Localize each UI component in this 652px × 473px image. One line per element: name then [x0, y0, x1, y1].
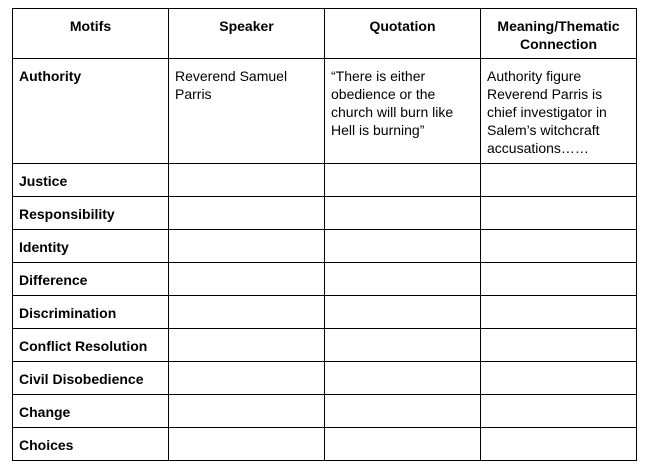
table-row	[13, 230, 637, 263]
motif-cell: Authority	[13, 59, 169, 164]
motif-cell: Difference	[13, 263, 169, 296]
header-motifs-label: Motifs	[69, 18, 112, 34]
motif-cell: Identity	[13, 230, 169, 263]
table-row	[13, 362, 637, 395]
quotation-cell[interactable]	[325, 329, 481, 362]
quotation-cell[interactable]	[325, 362, 481, 395]
meaning-cell[interactable]	[481, 428, 637, 461]
table-row	[13, 428, 637, 461]
table-row	[13, 263, 637, 296]
quotation-cell[interactable]	[325, 428, 481, 461]
speaker-cell[interactable]	[169, 230, 325, 263]
motif-cell: Civil Disobedience	[13, 362, 169, 395]
quotation-cell[interactable]	[325, 197, 481, 230]
speaker-cell[interactable]	[169, 197, 325, 230]
motif-cell: Justice	[13, 164, 169, 197]
speaker-cell[interactable]	[169, 263, 325, 296]
meaning-cell[interactable]	[481, 329, 637, 362]
meaning-cell[interactable]: Authority figure Reverend Parris is chief investigator in Salem’s witchcraft accusations……	[481, 59, 637, 164]
meaning-cell[interactable]	[481, 230, 637, 263]
meaning-cell[interactable]	[481, 263, 637, 296]
meaning-cell[interactable]	[481, 362, 637, 395]
motif-cell: Choices	[13, 428, 169, 461]
motifs-table	[12, 8, 637, 461]
speaker-cell[interactable]	[169, 362, 325, 395]
quotation-cell[interactable]	[325, 296, 481, 329]
header-speaker-label: Speaker	[219, 18, 274, 34]
table-row	[13, 164, 637, 197]
meaning-cell[interactable]	[481, 296, 637, 329]
quotation-cell[interactable]	[325, 164, 481, 197]
table-row	[13, 59, 637, 164]
quotation-cell[interactable]	[325, 263, 481, 296]
meaning-cell[interactable]	[481, 197, 637, 230]
header-meaning-label: Meaning/Thematic Connection	[497, 18, 620, 52]
speaker-cell[interactable]	[169, 296, 325, 329]
table-row	[13, 329, 637, 362]
header-quotation-label: Quotation	[369, 18, 436, 34]
meaning-cell[interactable]	[481, 164, 637, 197]
motif-cell: Discrimination	[13, 296, 169, 329]
table-row	[13, 296, 637, 329]
table-row	[13, 395, 637, 428]
header-speaker	[169, 9, 325, 59]
speaker-cell[interactable]	[169, 164, 325, 197]
motif-cell: Responsibility	[13, 197, 169, 230]
table-header-row	[13, 9, 637, 59]
speaker-cell[interactable]: Reverend Samuel Parris	[169, 59, 325, 164]
header-meaning	[481, 9, 637, 59]
quotation-cell[interactable]	[325, 395, 481, 428]
header-motifs	[13, 9, 169, 59]
meaning-cell[interactable]	[481, 395, 637, 428]
table-row	[13, 197, 637, 230]
quotation-cell[interactable]: “There is either obedience or the church will burn like Hell is burning”	[325, 59, 481, 164]
speaker-cell[interactable]	[169, 428, 325, 461]
speaker-cell[interactable]	[169, 395, 325, 428]
quotation-cell[interactable]	[325, 230, 481, 263]
speaker-cell[interactable]	[169, 329, 325, 362]
motif-cell: Conflict Resolution	[13, 329, 169, 362]
motif-cell: Change	[13, 395, 169, 428]
header-quotation	[325, 9, 481, 59]
